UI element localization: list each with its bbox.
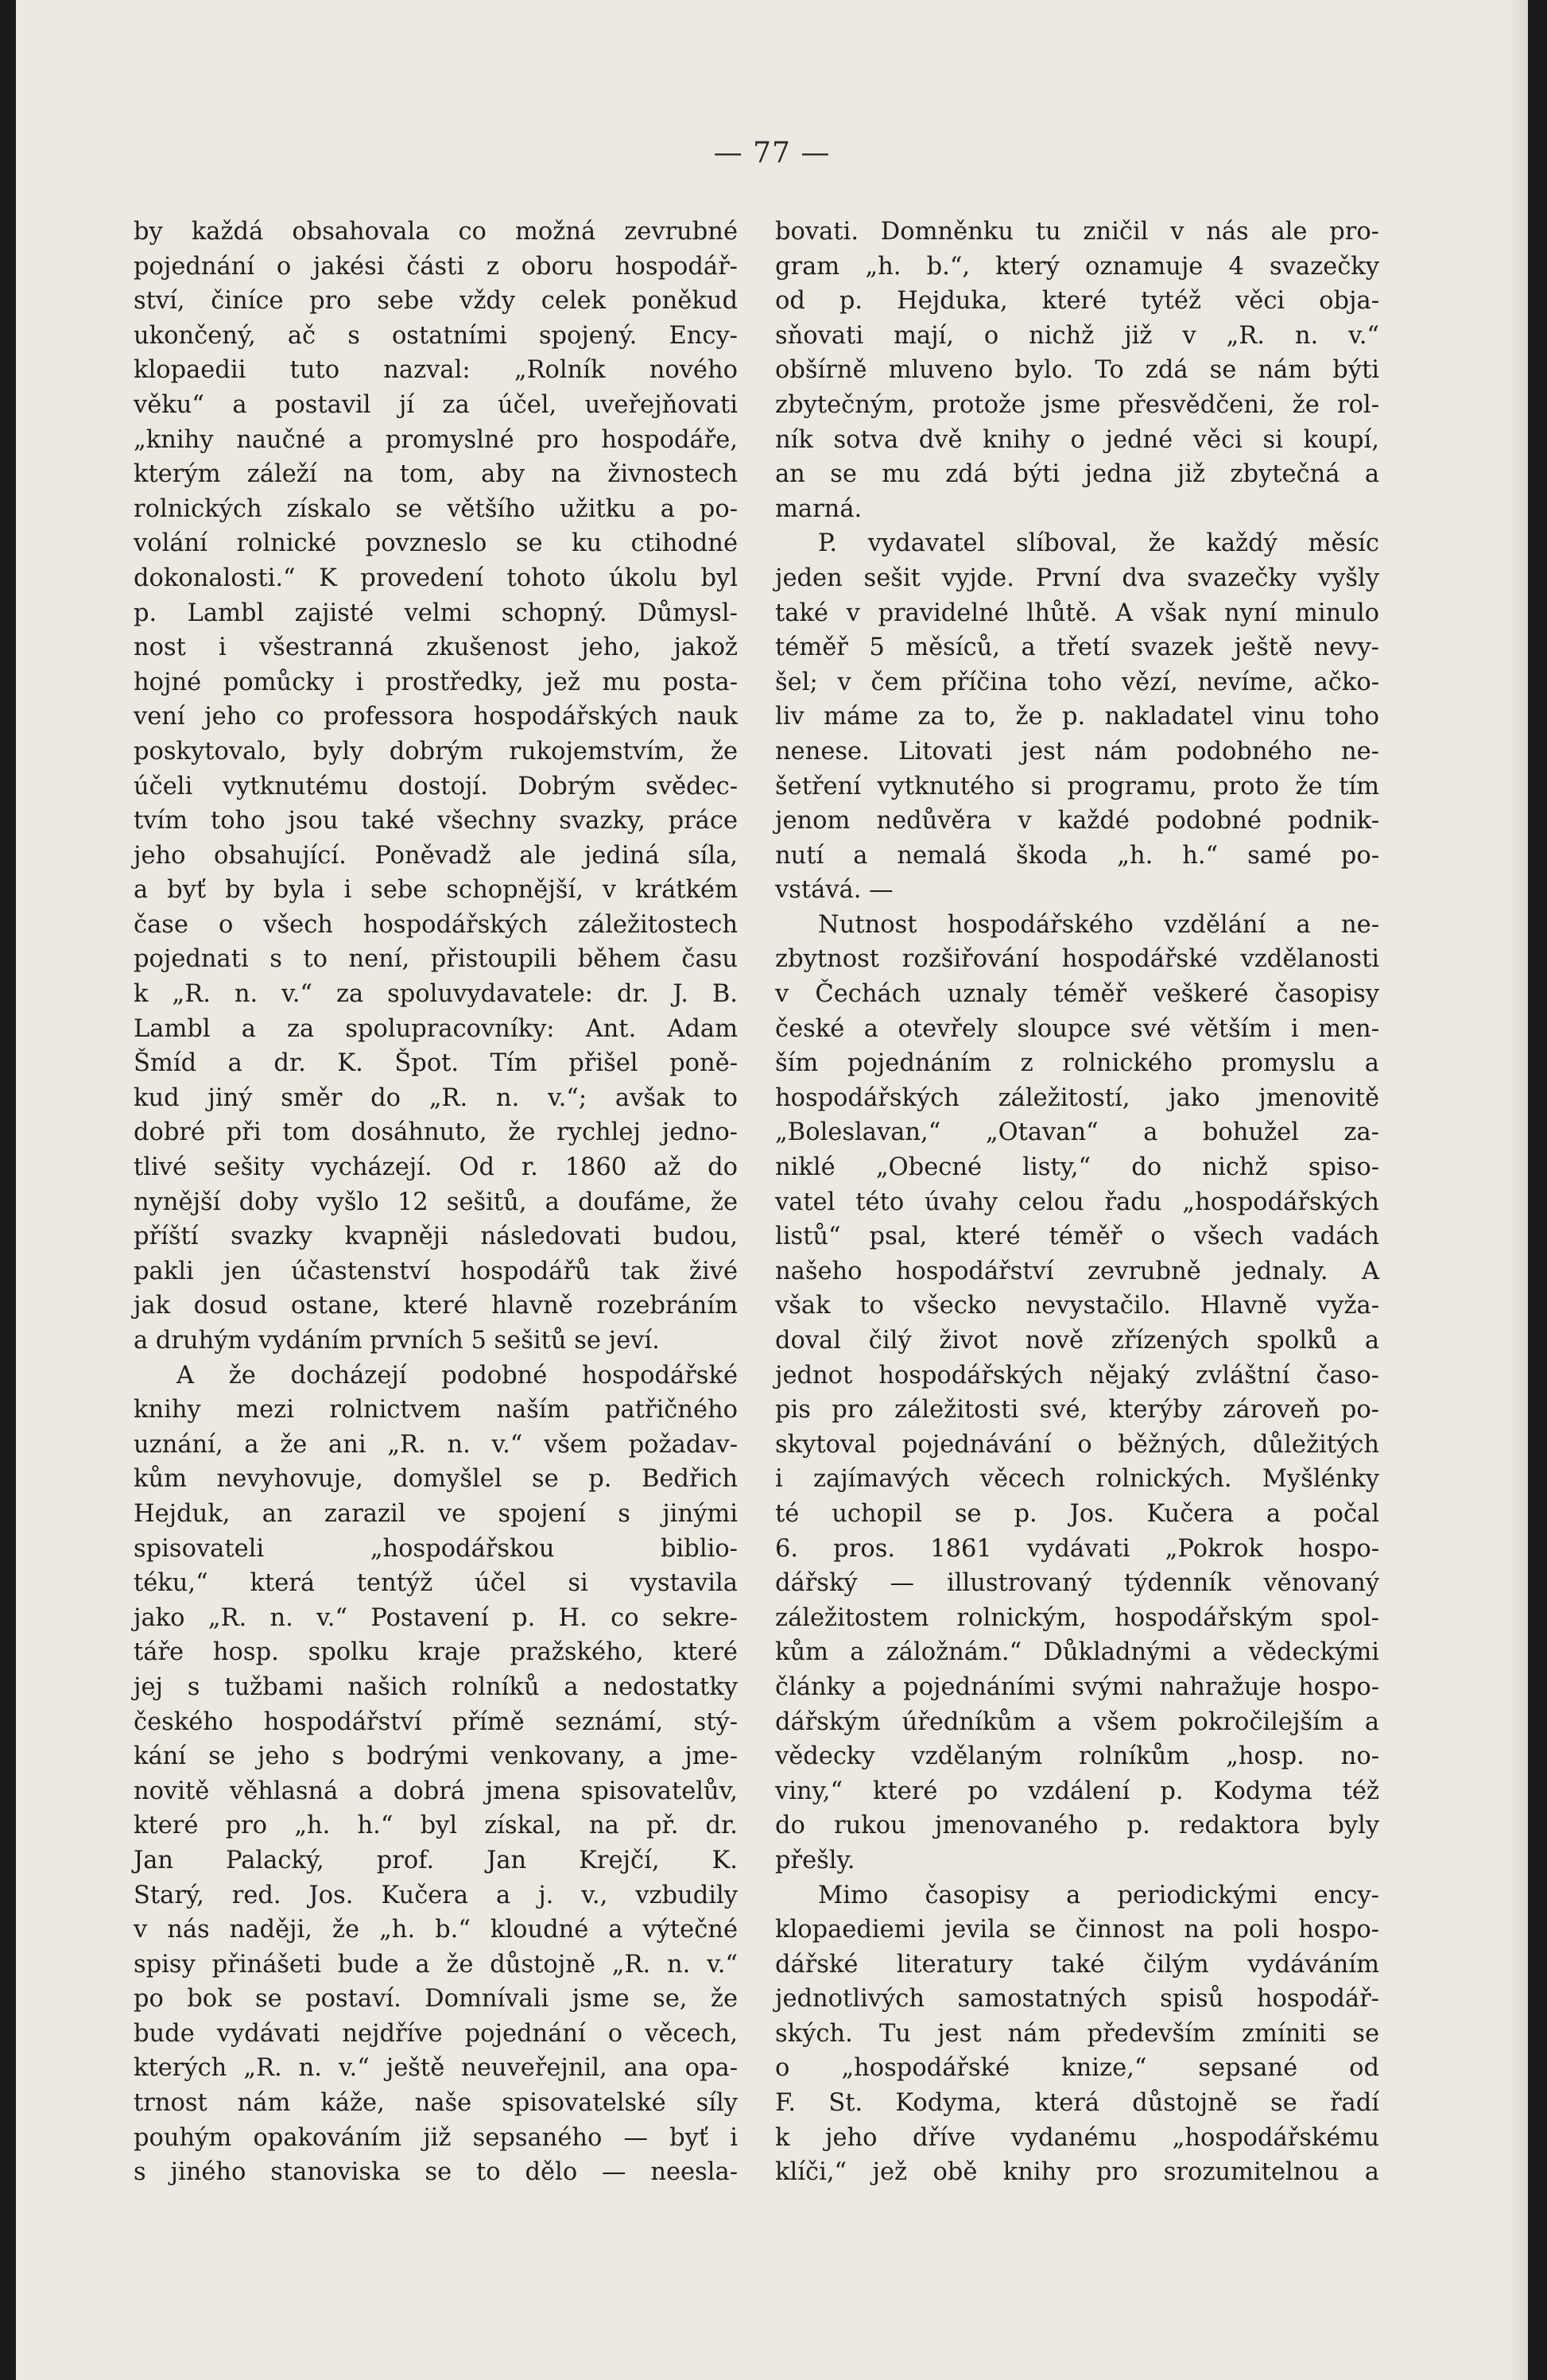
right-column-line: Nutnost hospodářského vzdělání a ne- — [818, 910, 1379, 939]
left-column-line: a druhým vydáním prvních 5 sešitů se jeví. — [134, 1327, 660, 1355]
left-column-line: dobré při tom dosáhnuto, že rychlej jedno- — [134, 1118, 738, 1147]
left-column-line: ukončený, ač s ostatními spojený. Ency- — [134, 321, 738, 350]
right-column-line: dářským úředníkům a všem pokročilejším a — [775, 1707, 1379, 1736]
right-column-line: Mimo časopisy a periodickými ency- — [818, 1881, 1379, 1909]
book-page — [16, 0, 1528, 2380]
right-column-line: zbytnost rozšiřování hospodářské vzdělanosti — [775, 945, 1379, 974]
left-column-line: po bok se postaví. Domnívali jsme se, že — [134, 1985, 738, 2014]
left-column-line: jak dosud ostane, které hlavně rozebráním — [134, 1292, 738, 1320]
left-column-line: Jan Palacký, prof. Jan Krejčí, K. — [134, 1846, 738, 1874]
right-column-line: šetření vytknutého si programu, proto že tím — [775, 772, 1379, 800]
left-column-line: jeho obsahující. Poněvadž ale jediná síla, — [134, 841, 738, 870]
right-column-line: bovati. Domněnku tu zničil v nás ale pro- — [775, 218, 1379, 246]
right-column-line: sňovati mají, o nichž již v „R. n. v.“ — [775, 321, 1379, 350]
left-column-line: nynější doby vyšlo 12 sešitů, a doufáme, že — [134, 1188, 738, 1216]
page-edge-shadow — [1509, 0, 1528, 2380]
right-column-line: našeho hospodářství zevrubně jednaly. A — [775, 1257, 1379, 1285]
left-column-line: účeli vytknutému dostojí. Dobrým svědec- — [134, 772, 738, 800]
left-column-line: pakli jen účastenství hospodářů tak živé — [134, 1257, 738, 1285]
right-column-line: obšírně mluveno bylo. To zdá se nám býti — [775, 356, 1379, 385]
left-column-line: ství, činíce pro sebe vždy celek poněkud — [134, 287, 738, 316]
right-column-line: také v pravidelné lhůtě. A však nyní minulo — [775, 599, 1379, 627]
left-column-line: v nás naději, že „h. b.“ kloudné a výtečné — [134, 1916, 738, 1944]
right-column-line: té uchopil se p. Jos. Kučera a počal — [775, 1499, 1379, 1528]
left-column-line: Lambl a za spolupracovníky: Ant. Adam — [134, 1014, 738, 1043]
left-column-line: uznání, a že ani „R. n. v.“ všem požadav- — [134, 1430, 738, 1459]
left-column-line: Starý, red. Jos. Kučera a j. v., vzbudily — [134, 1881, 738, 1909]
right-column-line: ším pojednáním z rolnického promyslu a — [775, 1049, 1379, 1078]
right-column-line: však to všecko nevystačilo. Hlavně vyža- — [775, 1292, 1379, 1320]
left-column-line: příští svazky kvapněji následovati budou, — [134, 1223, 738, 1251]
left-column-line: táře hosp. spolku kraje pražského, které — [134, 1638, 738, 1667]
left-column-line: A že docházejí podobné hospodářské — [176, 1361, 738, 1390]
right-column-line: liv máme za to, že p. nakladatel vinu toho — [775, 703, 1379, 731]
right-column-line: i zajímavých věcech rolnických. Myšlénky — [775, 1465, 1379, 1494]
left-column-line: nost i všestranná zkušenost jeho, jakož — [134, 634, 738, 662]
left-column-line: knihy mezi rolnictvem naším patřičného — [134, 1396, 738, 1425]
right-column-line: vstává. — — [775, 876, 894, 905]
left-column-line: trnost nám káže, naše spisovatelské síly — [134, 2089, 738, 2118]
left-column-line: poskytovalo, byly dobrým rukojemstvím, že — [134, 737, 738, 766]
page-number: — 77 — — [713, 137, 831, 169]
right-column-line: F. St. Kodyma, která důstojně se řadí — [775, 2089, 1379, 2118]
right-column-line: hospodářských záležitostí, jako jmenovitě — [775, 1083, 1379, 1112]
right-column-line: dářské literatury také čilým vydáváním — [775, 1950, 1379, 1979]
right-column-line: nutí a nemalá škoda „h. h.“ samé po- — [775, 841, 1379, 870]
left-text-column — [134, 215, 738, 2190]
right-column-line: „Boleslavan,“ „Otavan“ a bohužel za- — [775, 1118, 1379, 1147]
right-column-line: záležitostem rolnickým, hospodářským spol- — [775, 1603, 1379, 1632]
left-column-line: věku“ a postavil jí za účel, uveřejňovati — [134, 390, 738, 419]
left-column-line: pouhým opakováním již sepsaného — byť i — [134, 2123, 738, 2152]
right-column-line: do rukou jmenovaného p. redaktora byly — [775, 1812, 1379, 1840]
left-column-line: „knihy naučné a promyslné pro hospodáře, — [134, 425, 738, 454]
right-column-line: přešly. — [775, 1846, 855, 1874]
left-column-line: českého hospodářství přímě seznámí, stý- — [134, 1707, 738, 1736]
right-column-line: od p. Hejduka, které tytéž věci obja- — [775, 287, 1379, 316]
left-column-line: Hejduk, an zarazil ve spojení s jinými — [134, 1499, 738, 1528]
right-column-line: klíči,“ jež obě knihy pro srozumitelnou a — [775, 2158, 1379, 2187]
right-column-line: články a pojednáními svými nahražuje hospo- — [775, 1673, 1379, 1701]
right-column-line: skytoval pojednávání o běžných, důležitých — [775, 1430, 1379, 1459]
left-column-line: téku,“ která tentýž účel si vystavila — [134, 1569, 738, 1598]
right-column-line: jeden sešit vyjde. První dva svazečky vyšly — [775, 564, 1379, 592]
right-column-line: gram „h. b.“, který oznamuje 4 svazečky — [775, 252, 1379, 281]
right-column-line: v Čechách uznaly téměř veškeré časopisy — [775, 980, 1379, 1009]
left-column-line: novitě věhlasná a dobrá jmena spisovatelův, — [134, 1777, 738, 1805]
left-column-line: kání se jeho s bodrými venkovany, a jme- — [134, 1742, 738, 1771]
right-column-line: jenom nedůvěra v každé podobné podnik- — [775, 807, 1379, 835]
right-column-line: k jeho dříve vydanému „hospodářskému — [775, 2123, 1379, 2152]
left-column-line: pojednati s to není, přistoupili během času — [134, 945, 738, 974]
left-column-line: které pro „h. h.“ byl získal, na př. dr. — [134, 1812, 738, 1840]
right-column-line: niklé „Obecné listy,“ do nichž spiso- — [775, 1153, 1379, 1182]
right-column-line: šel; v čem příčina toho vězí, nevíme, ačko- — [775, 668, 1379, 696]
right-column-line: doval čilý život nově zřízených spolků a — [775, 1327, 1379, 1355]
left-column-line: k „R. n. v.“ za spoluvydavatele: dr. J. B. — [134, 980, 738, 1009]
right-column-line: nenese. Litovati jest nám podobného ne- — [775, 737, 1379, 766]
right-column-line: marná. — [775, 494, 863, 523]
left-column-line: jej s tužbami našich rolníků a nedostatky — [134, 1673, 738, 1701]
right-column-line: o „hospodářské knize,“ sepsané od — [775, 2054, 1379, 2083]
right-column-line: jednotlivých samostatných spisů hospodář- — [775, 1985, 1379, 2014]
right-column-line: an se mu zdá býti jedna již zbytečná a — [775, 460, 1379, 489]
right-column-line: 6. pros. 1861 vydávati „Pokrok hospo- — [775, 1534, 1379, 1563]
left-column-line: kud jiný směr do „R. n. v.“; avšak to — [134, 1083, 738, 1112]
left-column-line: tlivé sešity vycházejí. Od r. 1860 až do — [134, 1153, 738, 1182]
left-column-line: čase o všech hospodářských záležitostech — [134, 910, 738, 939]
left-column-line: jako „R. n. v.“ Postavení p. H. co sekre- — [134, 1603, 738, 1632]
left-column-line: klopaedii tuto nazval: „Rolník nového — [134, 356, 738, 385]
left-column-line: tvím toho jsou také všechny svazky, práce — [134, 807, 738, 835]
left-column-line: kům nevyhovuje, domyšlel se p. Bedřich — [134, 1465, 738, 1494]
left-column-line: a byť by byla i sebe schopnější, v krátkém — [134, 876, 738, 905]
right-column-line: pis pro záležitosti své, kterýby zároveň po- — [775, 1396, 1379, 1425]
right-column-line: jednot hospodářských nějaký zvláštní časo- — [775, 1361, 1379, 1390]
right-column-line: české a otevřely sloupce své větším i men- — [775, 1014, 1379, 1043]
right-text-column — [775, 215, 1379, 2190]
left-column-line: volání rolnické povzneslo se ku ctihodné — [134, 529, 738, 558]
right-column-line: zbytečným, protože jsme přesvědčeni, že rol- — [775, 390, 1379, 419]
right-column-line: klopaediemi jevila se činnost na poli hospo- — [775, 1916, 1379, 1944]
right-column-line: dářský — illustrovaný týdenník věnovaný — [775, 1569, 1379, 1598]
left-column-line: s jiného stanoviska se to dělo — neeslа- — [134, 2158, 738, 2187]
left-column-line: vení jeho co professora hospodářských nauk — [134, 703, 738, 731]
left-column-line: kterých „R. n. v.“ ještě neuveřejnil, ana opa- — [134, 2054, 738, 2083]
right-column-line: ských. Tu jest nám především zmíniti se — [775, 2019, 1379, 2048]
right-column-line: viny,“ které po vzdálení p. Kodyma též — [775, 1777, 1379, 1805]
right-column-line: P. vydavatel slíboval, že každý měsíc — [818, 529, 1379, 558]
right-column-line: vědecky vzdělaným rolníkům „hosp. no- — [775, 1742, 1379, 1771]
left-column-line: pojednání o jakési části z oboru hospodář- — [134, 252, 738, 281]
right-column-line: ník sotva dvě knihy o jedné věci si koupí, — [775, 425, 1379, 454]
left-column-line: dokonalosti.“ K provedení tohoto úkolu byl — [134, 564, 738, 592]
right-column-line: vatel této úvahy celou řadu „hospodářských — [775, 1188, 1379, 1216]
right-column-line: téměř 5 měsíců, a třetí svazek ještě nevy- — [775, 634, 1379, 662]
right-column-line: kům a záložnám.“ Důkladnými a vědeckými — [775, 1638, 1379, 1667]
right-column-line: listů“ psal, které téměř o všech vadách — [775, 1223, 1379, 1251]
left-column-line: kterým záleží na tom, aby na živnostech — [134, 460, 738, 489]
left-column-line: Šmíd a dr. K. Špot. Tím přišel poně- — [134, 1049, 738, 1078]
left-column-line: rolnických získalo se většího užitku a po- — [134, 494, 738, 523]
left-column-line: bude vydávati nejdříve pojednání o věcech, — [134, 2019, 738, 2048]
left-column-line: hojné pomůcky i prostředky, jež mu posta- — [134, 668, 738, 696]
left-column-line: spisy přinášeti bude a že důstojně „R. n. v.“ — [134, 1950, 738, 1979]
left-column-line: by každá obsahovala co možná zevrubné — [134, 218, 738, 246]
left-column-line: p. Lambl zajisté velmi schopný. Důmysl- — [134, 599, 738, 627]
left-column-line: spisovateli „hospodářskou biblio- — [134, 1534, 738, 1563]
